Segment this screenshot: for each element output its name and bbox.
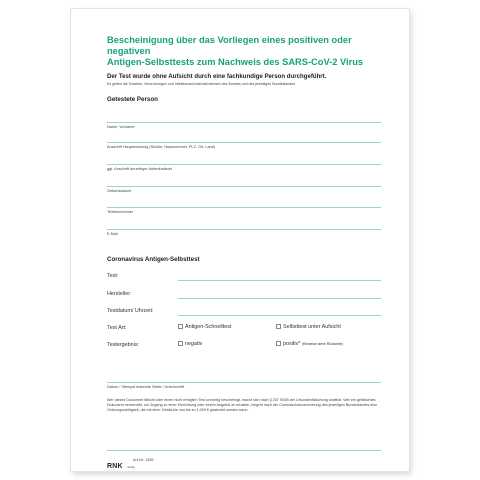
person-section-heading: Getestete Person	[107, 96, 158, 103]
address-line	[107, 142, 381, 143]
test-section-heading: Coronavirus Antigen-Selbsttest	[107, 256, 200, 263]
manufacturer-input-line[interactable]	[178, 298, 381, 299]
publisher-logo-text: RNK	[107, 463, 123, 470]
test-type-label: Test Art:	[107, 325, 127, 331]
email-line	[107, 229, 381, 230]
document-subtitle: Der Test wurde ohne Aufsicht durch eine fachkundige Person durchgeführt.	[107, 73, 327, 80]
result-positive-option[interactable]	[276, 341, 343, 347]
publisher-logo	[107, 455, 135, 473]
address-field[interactable]	[107, 142, 381, 149]
result-negative-option[interactable]	[178, 341, 202, 347]
current-address-line	[107, 164, 381, 165]
signature-line	[107, 382, 381, 383]
birthdate-line	[107, 186, 381, 187]
email-field[interactable]	[107, 229, 381, 236]
result-negative-text: negativ	[185, 341, 203, 347]
phone-field[interactable]	[107, 207, 381, 214]
current-address-field[interactable]	[107, 164, 381, 171]
email-caption: E-Mail	[107, 232, 118, 236]
name-field[interactable]	[107, 122, 381, 129]
name-line	[107, 122, 381, 123]
phone-caption: Telefonnummer	[107, 210, 134, 214]
manufacturer-label: Hersteller:	[107, 291, 132, 297]
test-input-line[interactable]	[178, 280, 381, 281]
publisher-logo-sub: Verlag	[127, 466, 135, 469]
test-result-label: Testergebnis:	[107, 342, 140, 348]
article-number: Art-Nr. 1335	[133, 458, 154, 462]
footer-divider	[107, 450, 381, 451]
address-caption: Anschrift Hauptwohnung (Straße, Hausnummer, PLZ, Ort, Land)	[107, 145, 216, 149]
name-caption: Name, Vorname	[107, 125, 135, 129]
result-negative-checkbox[interactable]	[178, 341, 183, 346]
datetime-label: Testdatum/ Uhrzeit:	[107, 308, 154, 314]
current-address-caption: ggf. Anschrift derzeitiger Aufenthaltsort	[107, 167, 173, 171]
signature-caption: Datum / Stempel testende Stelle / Unterschrift	[107, 385, 185, 389]
antigen-rapid-test-text: Antigen-Schnelltest	[185, 324, 232, 330]
antigen-rapid-test-checkbox[interactable]	[178, 324, 183, 329]
datetime-input-line[interactable]	[178, 315, 381, 316]
antigen-rapid-test-option[interactable]	[178, 324, 231, 330]
supervised-self-test-text: Selbsttest unter Aufsicht	[283, 324, 341, 330]
supervised-self-test-option[interactable]	[276, 324, 341, 330]
legal-note: Es gelten die Gesetze, Verordnungen und Infektionsschutzmaßnahmen des Bundes und des jeweiligen Bundeslandes	[107, 82, 295, 86]
result-positive-checkbox[interactable]	[276, 341, 281, 346]
result-positive-text: positiv*	[283, 341, 301, 347]
signature-field[interactable]	[107, 382, 381, 389]
title-line-1: Bescheinigung über das Vorliegen eines positiven oder negativen	[107, 35, 352, 56]
birthdate-field[interactable]	[107, 186, 381, 193]
certificate-sheet	[71, 9, 409, 471]
result-positive-note: (Hinweise siehe Rückseite)	[301, 342, 343, 346]
legal-disclaimer: Wer dieses Dokument fälscht oder einen nicht erfolgten Test unrichtig bescheinigt, macht sich nach § 267 StGB der Urkundenfälschung strafbar. Wer ein gefälschtes Dokument verwendet, um Zugang zu einer Einrichtung oder einem Angebot zu erhalten, begeht nach der Coronaschutzverordnung des jeweiligen Bundeslandes eine Ordnungswidrigkeit, die mit einer Geldbuße von bis zu 1.000 € geahndet werden kann.	[107, 398, 378, 412]
document-title	[107, 35, 382, 68]
birthdate-caption: Geburtsdatum	[107, 189, 132, 193]
supervised-self-test-checkbox[interactable]	[276, 324, 281, 329]
phone-line	[107, 207, 381, 208]
title-line-2: Antigen-Selbsttests zum Nachweis des SARS-CoV-2 Virus	[107, 57, 364, 67]
test-label: Test:	[107, 273, 119, 279]
